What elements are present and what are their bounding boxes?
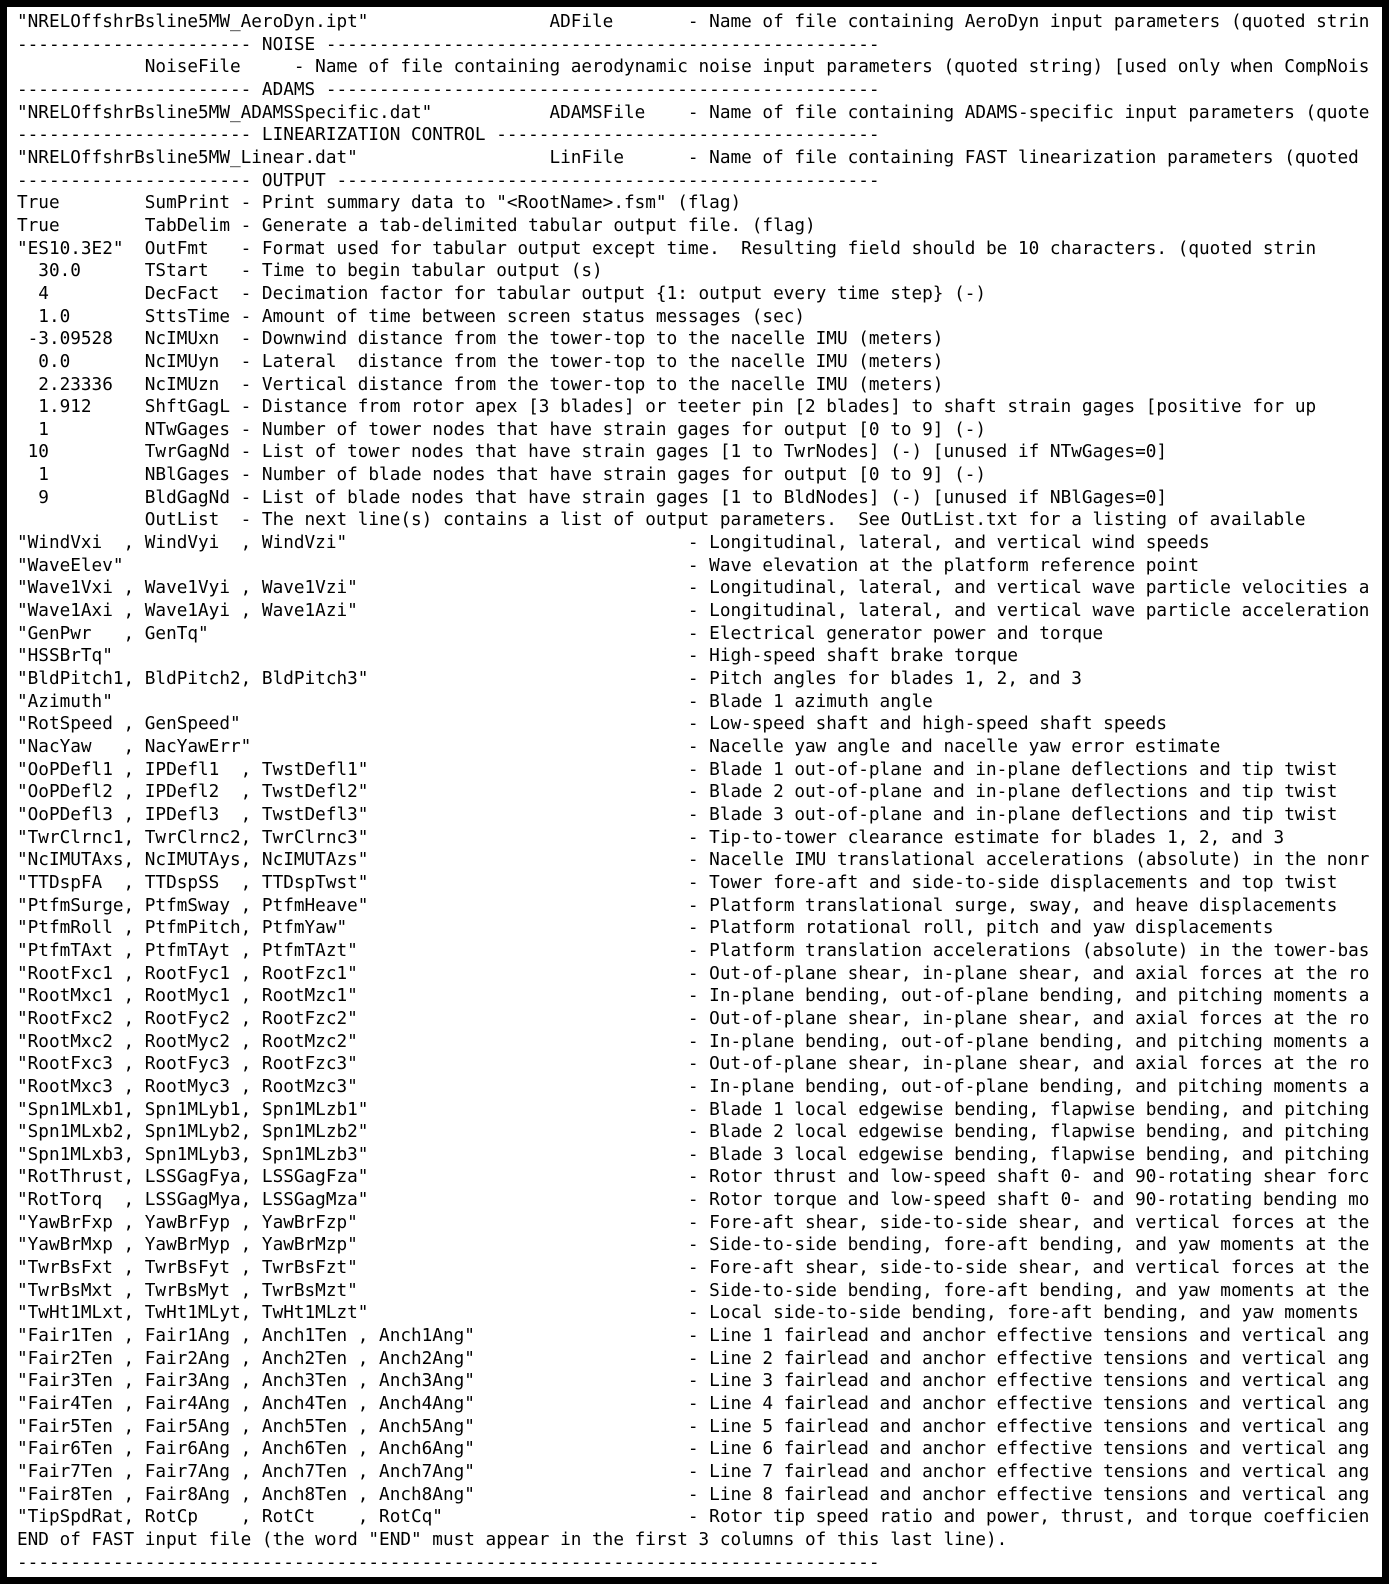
- text-line: "Fair1Ten , Fair1Ang , Anch1Ten , Anch1Ang" - Line 1 fairlead and anchor effective tensions and vertical ang: [17, 1326, 1370, 1347]
- text-line: 9 BldGagNd - List of blade nodes that have strain gages [1 to BldNodes] (-) [unused if NBlGages=0]: [17, 487, 1168, 508]
- text-line: "Spn1MLxb1, Spn1MLyb1, Spn1MLzb1" - Blade 1 local edgewise bending, flapwise bending, and pitching: [17, 1099, 1370, 1120]
- text-line: "WindVxi , WindVyi , WindVzi" - Longitudinal, lateral, and vertical wind speeds: [17, 533, 1210, 554]
- text-line: "Fair3Ten , Fair3Ang , Anch3Ten , Anch3Ang" - Line 3 fairlead and anchor effective tensions and vertical ang: [17, 1371, 1370, 1392]
- text-line: "NRELOffshrBsline5MW_AeroDyn.ipt" ADFile - Name of file containing AeroDyn input parameters (quoted strin: [17, 12, 1370, 32]
- text-line: "NRELOffshrBsline5MW_Linear.dat" LinFile - Name of file containing FAST linearization parameters (quoted: [17, 147, 1359, 168]
- text-line: "RotSpeed , GenSpeed" - Low-speed shaft and high-speed shaft speeds: [17, 714, 1168, 735]
- text-line: "RootFxc3 , RootFyc3 , RootFzc3" - Out-of-plane shear, in-plane shear, and axial forces at the ro: [17, 1054, 1370, 1075]
- text-line: "Spn1MLxb2, Spn1MLyb2, Spn1MLzb2" - Blade 2 local edgewise bending, flapwise bending, and pitching: [17, 1122, 1370, 1143]
- text-line: "Fair5Ten , Fair5Ang , Anch5Ten , Anch5Ang" - Line 5 fairlead and anchor effective tensions and vertical ang: [17, 1416, 1370, 1437]
- text-line: "TTDspFA , TTDspSS , TTDspTwst" - Tower fore-aft and side-to-side displacements and top twist: [17, 872, 1338, 893]
- text-line: "YawBrFxp , YawBrFyp , YawBrFzp" - Fore-aft shear, side-to-side shear, and vertical forces at the: [17, 1212, 1370, 1233]
- text-line: 4 DecFact - Decimation factor for tabular output {1: output every time step} (-): [17, 283, 987, 304]
- text-line: 1 NBlGages - Number of blade nodes that have strain gages for output [0 to 9] (-): [17, 465, 987, 486]
- text-line: "Fair6Ten , Fair6Ang , Anch6Ten , Anch6Ang" - Line 6 fairlead and anchor effective tensions and vertical ang: [17, 1439, 1370, 1460]
- text-line: ---------------------- LINEARIZATION CONTROL ------------------------------------: [17, 125, 880, 146]
- text-line: "RotTorq , LSSGagMya, LSSGagMza" - Rotor torque and low-speed shaft 0- and 90-rotating bending mo: [17, 1190, 1370, 1211]
- text-line: "RootMxc3 , RootMyc3 , RootMzc3" - In-plane bending, out-of-plane bending, and pitching moments a: [17, 1076, 1370, 1097]
- text-line: "TwrBsFxt , TwrBsFyt , TwrBsFzt" - Fore-aft shear, side-to-side shear, and vertical forces at the: [17, 1258, 1370, 1279]
- text-line: "TwHt1MLxt, TwHt1MLyt, TwHt1MLzt" - Local side-to-side bending, fore-aft bending, and yaw moments: [17, 1303, 1359, 1324]
- text-line: "PtfmRoll , PtfmPitch, PtfmYaw" - Platform rotational roll, pitch and yaw displacements: [17, 918, 1274, 939]
- text-line: "OoPDefl3 , IPDefl3 , TwstDefl3" - Blade 3 out-of-plane and in-plane deflections and tip twist: [17, 804, 1338, 825]
- text-line: "Spn1MLxb3, Spn1MLyb3, Spn1MLzb3" - Blade 3 local edgewise bending, flapwise bending, and pitching: [17, 1144, 1370, 1165]
- text-line: "PtfmSurge, PtfmSway , PtfmHeave" - Platform translational surge, sway, and heave displacements: [17, 895, 1338, 916]
- text-line: 1.912 ShftGagL - Distance from rotor apex [3 blades] or teeter pin [2 blades] to shaft strain gages [positive for up: [17, 397, 1317, 418]
- text-line: "Fair4Ten , Fair4Ang , Anch4Ten , Anch4Ang" - Line 4 fairlead and anchor effective tensions and vertical ang: [17, 1394, 1370, 1415]
- text-line: "BldPitch1, BldPitch2, BldPitch3" - Pitch angles for blades 1, 2, and 3: [17, 669, 1082, 690]
- text-line: "YawBrMxp , YawBrMyp , YawBrMzp" - Side-to-side bending, fore-aft bending, and yaw moments at the: [17, 1235, 1370, 1256]
- text-line: "RootMxc1 , RootMyc1 , RootMzc1" - In-plane bending, out-of-plane bending, and pitching moments a: [17, 986, 1370, 1007]
- text-line: "RootFxc1 , RootFyc1 , RootFzc1" - Out-of-plane shear, in-plane shear, and axial forces at the ro: [17, 963, 1370, 984]
- text-line: ---------------------- NOISE ----------------------------------------------------: [17, 34, 880, 55]
- text-line: 30.0 TStart - Time to begin tabular output (s): [17, 261, 603, 282]
- text-line: "NRELOffshrBsline5MW_ADAMSSpecific.dat" ADAMSFile - Name of file containing ADAMS-specific input parameters (quote: [17, 102, 1370, 123]
- text-line: "ES10.3E2" OutFmt - Format used for tabular output except time. Resulting field should be 10 characters. (quoted strin: [17, 238, 1317, 259]
- text-line: "Azimuth" - Blade 1 azimuth angle: [17, 691, 933, 712]
- text-line: "TwrClrnc1, TwrClrnc2, TwrClrnc3" - Tip-to-tower clearance estimate for blades 1, 2, and 3: [17, 827, 1285, 848]
- text-line: "Fair8Ten , Fair8Ang , Anch8Ten , Anch8Ang" - Line 8 fairlead and anchor effective tensions and vertical ang: [17, 1484, 1370, 1505]
- text-line: "RootMxc2 , RootMyc2 , RootMzc2" - In-plane bending, out-of-plane bending, and pitching moments a: [17, 1031, 1370, 1052]
- text-line: "RotThrust, LSSGagFya, LSSGagFza" - Rotor thrust and low-speed shaft 0- and 90-rotating shear forc: [17, 1167, 1370, 1188]
- text-line: "RootFxc2 , RootFyc2 , RootFzc2" - Out-of-plane shear, in-plane shear, and axial forces at the ro: [17, 1008, 1370, 1029]
- text-line: "Fair7Ten , Fair7Ang , Anch7Ten , Anch7Ang" - Line 7 fairlead and anchor effective tensions and vertical ang: [17, 1462, 1370, 1482]
- text-line: 2.23336 NcIMUzn - Vertical distance from the tower-top to the nacelle IMU (meters): [17, 374, 944, 395]
- text-line: "HSSBrTq" - High-speed shaft brake torque: [17, 646, 1018, 667]
- text-line: "Fair2Ten , Fair2Ang , Anch2Ten , Anch2Ang" - Line 2 fairlead and anchor effective tensions and vertical ang: [17, 1348, 1370, 1369]
- text-line: "OoPDefl2 , IPDefl2 , TwstDefl2" - Blade 2 out-of-plane and in-plane deflections and tip twist: [17, 782, 1338, 803]
- text-line: "TipSpdRat, RotCp , RotCt , RotCq" - Rotor tip speed ratio and power, thrust, and torque coefficien: [17, 1507, 1370, 1528]
- text-line: ---------------------------------------------------------------------------------: [17, 1552, 880, 1573]
- text-line: END of FAST input file (the word "END" must appear in the first 3 columns of this last line).: [17, 1529, 1008, 1550]
- fast-input-file-text: [7, 7, 1382, 1574]
- text-line: "WaveElev" - Wave elevation at the platform reference point: [17, 555, 1200, 576]
- text-line: 0.0 NcIMUyn - Lateral distance from the tower-top to the nacelle IMU (meters): [17, 351, 944, 372]
- text-line: ---------------------- OUTPUT ---------------------------------------------------: [17, 170, 880, 191]
- text-line: "NcIMUTAxs, NcIMUTAys, NcIMUTAzs" - Nacelle IMU translational accelerations (absolute) in the nonr: [17, 850, 1370, 871]
- text-line: 1.0 SttsTime - Amount of time between screen status messages (sec): [17, 306, 806, 327]
- text-line: ---------------------- ADAMS ----------------------------------------------------: [17, 79, 880, 100]
- text-line: "OoPDefl1 , IPDefl1 , TwstDefl1" - Blade 1 out-of-plane and in-plane deflections and tip twist: [17, 759, 1338, 780]
- text-line: "GenPwr , GenTq" - Electrical generator power and torque: [17, 623, 1104, 644]
- text-line: "Wave1Axi , Wave1Ayi , Wave1Azi" - Longitudinal, lateral, and vertical wave particle acceleration: [17, 601, 1370, 622]
- text-line: OutList - The next line(s) contains a list of output parameters. See OutList.txt for a listing of available: [17, 510, 1306, 531]
- text-line: NoiseFile - Name of file containing aerodynamic noise input parameters (quoted string) [used only when CompNois: [17, 57, 1370, 78]
- text-line: True SumPrint - Print summary data to "<RootName>.fsm" (flag): [17, 193, 742, 214]
- text-line: True TabDelim - Generate a tab-delimited tabular output file. (flag): [17, 215, 816, 236]
- text-line: "NacYaw , NacYawErr" - Nacelle yaw angle and nacelle yaw error estimate: [17, 737, 1221, 757]
- text-line: 10 TwrGagNd - List of tower nodes that have strain gages [1 to TwrNodes] (-) [unused if NTwGages=0]: [17, 442, 1168, 463]
- text-line: "TwrBsMxt , TwrBsMyt , TwrBsMzt" - Side-to-side bending, fore-aft bending, and yaw moments at the: [17, 1280, 1370, 1301]
- text-line: "Wave1Vxi , Wave1Vyi , Wave1Vzi" - Longitudinal, lateral, and vertical wave particle velocities a: [17, 578, 1370, 599]
- text-line: -3.09528 NcIMUxn - Downwind distance from the tower-top to the nacelle IMU (meters): [17, 329, 944, 350]
- text-line: 1 NTwGages - Number of tower nodes that have strain gages for output [0 to 9] (-): [17, 419, 987, 440]
- text-line: "PtfmTAxt , PtfmTAyt , PtfmTAzt" - Platform translation accelerations (absolute) in the tower-bas: [17, 940, 1370, 961]
